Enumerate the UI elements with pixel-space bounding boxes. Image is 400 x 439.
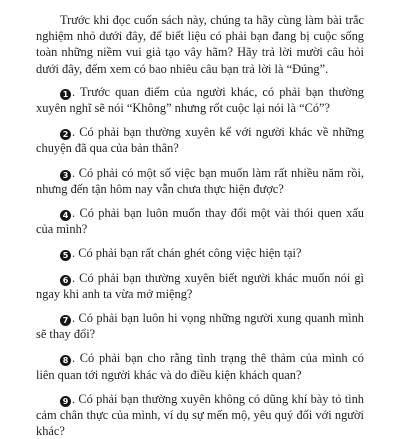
number-marker-9: 9 — [60, 396, 71, 407]
number-marker-6: 6 — [60, 275, 71, 286]
intro-paragraph: Trước khi đọc cuốn sách này, chúng ta hãy cùng làm bài trắc nghiệm nhỏ dưới đây, để biết liệu có phải bạn đang bị cuộc sống toàn những niềm vui giả tạo vây hãm? Hãy trả lời mười câu hỏi dưới đây, đếm xem có bao nhiêu câu bạn trả lời là “Đúng”. — [36, 13, 364, 76]
question-5 — [36, 245, 364, 261]
question-2 — [36, 124, 364, 156]
number-marker-5: 5 — [60, 250, 71, 261]
question-1 — [36, 84, 364, 116]
number-marker-7: 7 — [60, 315, 71, 326]
number-marker-4: 4 — [60, 210, 71, 221]
number-marker-1: 1 — [60, 89, 71, 100]
number-marker-3: 3 — [60, 170, 71, 181]
question-4 — [36, 205, 364, 237]
question-6 — [36, 270, 364, 302]
question-7 — [36, 310, 364, 342]
question-text-2: . Có phải bạn thường xuyên kể với người khác về những chuyện đã qua của bản thân? — [36, 125, 364, 156]
question-text-8: . Có phải bạn cho rằng tình trạng thê thảm của mình có liên quan tới người khác và do điều kiện khách quan? — [36, 351, 364, 382]
number-marker-8: 8 — [60, 355, 71, 366]
question-8 — [36, 350, 364, 382]
question-text-3: . Có phải có một số việc bạn muốn làm rất nhiều năm rồi, nhưng đến tận hôm nay vẫn chưa thực hiện được? — [36, 165, 364, 196]
question-9 — [36, 391, 364, 439]
question-text-9: . Có phải bạn thường xuyên không có dũng khí bày tỏ tình cảm chân thực của mình, ví dụ sự mến mộ, yêu quý đối với người khác? — [36, 391, 364, 439]
question-text-1: . Trước quan điểm của người khác, có phải bạn thường xuyên nghĩ sẽ nói “Không” nhưng rốt cuộc lại nói là “Có”? — [36, 84, 364, 116]
question-text-7: . Có phải bạn luôn hi vọng những người xung quanh mình sẽ thay đổi? — [36, 311, 364, 342]
question-3 — [36, 165, 364, 197]
number-marker-2: 2 — [60, 129, 71, 140]
question-text-4: . Có phải bạn luôn muốn thay đổi một vài thói quen xấu của mình? — [36, 206, 364, 237]
question-text-5: . Có phải bạn rất chán ghét công việc hiện tại? — [72, 246, 302, 261]
question-text-6: . Có phải bạn thường xuyên biết người khác muốn nói gì ngay khi anh ta vừa mở miệng? — [36, 270, 364, 301]
